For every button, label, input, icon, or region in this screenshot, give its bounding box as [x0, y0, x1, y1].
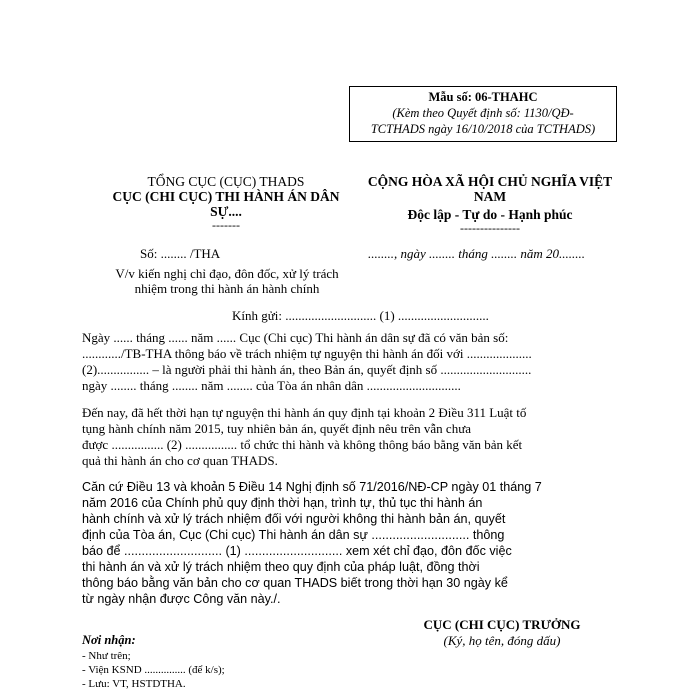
agency-name-line-1: CỤC (CHI CỤC) THI HÀNH ÁN DÂN — [112, 189, 340, 204]
paragraph-line: được ................ (2) ................ tổ chức thi hành và không thông báo bằng văn bản kết — [82, 437, 523, 452]
subject-line-1: V/v kiến nghị chỉ đạo, đôn đốc, xử lý trách — [115, 266, 339, 281]
recipient-item: - Viện KSND ............... (để k/s); — [82, 664, 225, 676]
agency-name-line-2: SỰ.... — [210, 204, 242, 219]
subject-line-2: nhiệm trong thi hành án hành chính — [134, 281, 320, 296]
motto-divider: --------------- — [460, 221, 520, 235]
national-title-line-1: CỘNG HÒA XÃ HỘI CHỦ NGHĨA VIỆT — [367, 174, 613, 189]
paragraph-line: tụng hành chính năm 2015, tuy nhiên bản án, quyết định nêu trên vẫn chưa — [82, 421, 472, 436]
document-date: ........, ngày ........ tháng ........ năm 20........ — [368, 246, 586, 261]
paragraph-line: ngày ........ tháng ........ năm ........ của Tòa án nhân dân ............................. — [82, 378, 461, 393]
document-number: Số: ........ /THA — [140, 246, 221, 261]
recipient-item: - Như trên; — [82, 650, 131, 662]
form-reference-line-2: TCTHADS ngày 16/10/2018 của TCTHADS) — [370, 122, 596, 136]
paragraph-line: thông báo bằng văn bản cho cơ quan THADS biết trong thời hạn 30 ngày kể — [82, 576, 508, 590]
form-code-box — [349, 86, 617, 142]
paragraph-line: thi hành án và xử lý trách nhiệm theo quy định của pháp luật, đồng thời — [82, 560, 480, 574]
parent-agency-name: TỔNG CỤC (CỤC) THADS — [147, 174, 305, 189]
form-code: Mẫu số: 06-THAHC — [428, 90, 538, 104]
paragraph-line: báo để ............................ (1) ............................ xem xét chỉ đạo, đôn đốc việc — [82, 544, 512, 558]
document-subject — [102, 266, 352, 296]
recipient-line: Kính gửi: ............................ (1) ............................ — [232, 308, 489, 323]
paragraph-notice — [82, 330, 634, 394]
signer-title: CỤC (CHI CỤC) TRƯỞNG — [423, 617, 581, 632]
form-reference-line-1: (Kèm theo Quyết định số: 1130/QĐ- — [392, 106, 574, 120]
paragraph-line: ............/TB-THA thông báo về trách nhiệm tự nguyện thi hành án đối với .................... — [82, 346, 532, 361]
paragraph-line: Ngày ...... tháng ...... năm ...... Cục (Chi cục) Thi hành án dân sự đã có văn bản số: — [82, 330, 509, 345]
paragraph-line: (2)................ – là người phải thi hành án, theo Bản án, quyết định số ............................ — [82, 362, 532, 377]
signature-block — [392, 617, 612, 649]
paragraph-line: Căn cứ Điều 13 và khoản 5 Điều 14 Nghị định số 71/2016/NĐ-CP ngày 01 tháng 7 — [82, 480, 542, 494]
national-motto: Độc lập - Tự do - Hạnh phúc — [407, 207, 573, 222]
paragraph-line: quả thi hành án cho cơ quan THADS. — [82, 453, 278, 468]
national-header — [344, 174, 636, 234]
paragraph-line: hành chính và xử lý trách nhiệm đối với người không thi hành bản án, quyết — [82, 512, 506, 526]
agency-divider: ------- — [212, 218, 240, 232]
agency-header — [102, 174, 350, 231]
paragraph-request — [82, 479, 634, 607]
signer-note: (Ký, họ tên, đóng dấu) — [443, 633, 561, 648]
paragraph-status — [82, 405, 634, 469]
recipients-list — [82, 633, 225, 691]
paragraph-line: Đến nay, đã hết thời hạn tự nguyện thi hành án quy định tại khoản 2 Điều 311 Luật tố — [82, 405, 527, 420]
recipient-item: - Lưu: VT, HSTDTHA. — [82, 678, 186, 690]
paragraph-line: định của Tòa án, Cục (Chi cục) Thi hành án dân sự ............................ thông — [82, 528, 505, 542]
paragraph-line: năm 2016 của Chính phủ quy định thời hạn, trình tự, thủ tục thi hành án — [82, 496, 483, 510]
paragraph-line: từ ngày nhận được Công văn này./. — [82, 592, 281, 606]
recipients-heading: Nơi nhận: — [82, 633, 136, 647]
national-title-line-2: NAM — [473, 189, 507, 204]
